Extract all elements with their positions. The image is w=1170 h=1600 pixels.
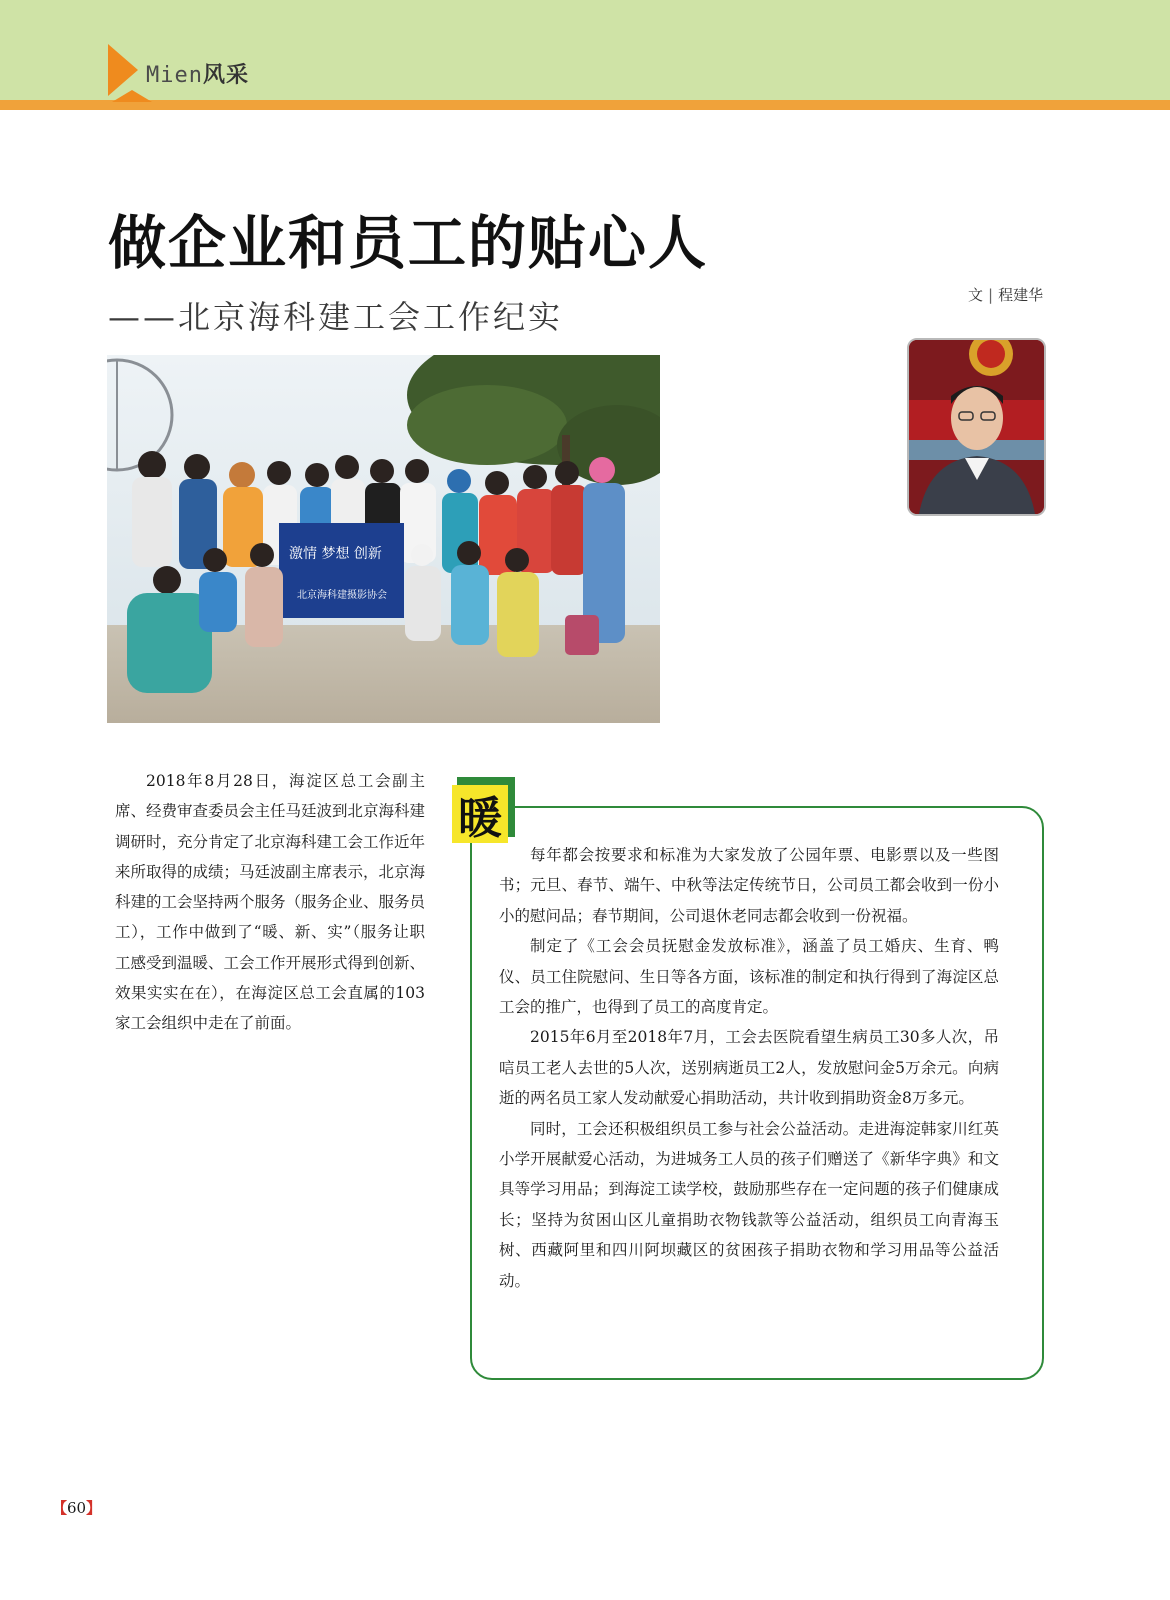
warm-paragraph-1: 每年都会按要求和标准为大家发放了公园年票、电影票以及一些图书；元旦、春节、端午、中秋等法定传统节日，公司员工都会收到一份小小的慰问品；春节期间，公司退休老同志都会收到一份祝福。: [499, 846, 999, 925]
author-portrait-illustration: [909, 340, 1044, 514]
byline-separator: |: [988, 286, 994, 304]
header-notch-icon: [112, 90, 152, 102]
banner-line1: 激情 梦想 创新: [289, 546, 382, 562]
article-title: 做企业和员工的贴心人: [108, 209, 709, 277]
section-label: [146, 58, 249, 89]
byline: [968, 284, 1043, 305]
warm-paragraph-4: 同时，工会还积极组织员工参与社会公益活动。走进海淀韩家川红英小学开展献爱心活动，为进城务工人员的孩子们赠送了《新华字典》和文具等学习用品；到海淀工读学校，鼓励那些存在一定问题的孩子们健康成长；坚持为贫困山区儿童捐助衣物钱款等公益活动，组织员工向青海玉树、西藏阿里和四川阿坝藏区的贫困孩子捐助衣物和学习用品等公益活动。: [499, 1119, 999, 1290]
page-number: [52, 1497, 101, 1518]
byline-prefix: 文: [968, 286, 984, 304]
section-arrow-icon: [108, 44, 138, 96]
section-label-en: Mien: [146, 63, 203, 88]
header-rule: [0, 100, 1170, 110]
warm-paragraph-2: 制定了《工会会员抚慰金发放标准》，涵盖了员工婚庆、生育、鸭仪、员工住院慰问、生日等各方面，该标准的制定和执行得到了海淀区总工会的推广，也得到了员工的高度肯定。: [499, 937, 999, 1017]
page-bracket-close: 】: [86, 1499, 102, 1517]
warm-paragraph-3: 2015年6月至2018年7月，工会去医院看望生病员工30多人次，吊唁员工老人去世的5人次，送别病逝员工2人，发放慰问金5万余元。向病逝的两名员工家人发动献爱心捐助活动，共计收到捐助资金8万多元。: [499, 1028, 999, 1108]
section-label-zh: 风采: [202, 63, 249, 88]
article-subtitle: ——北京海科建工会工作纪实: [108, 298, 564, 336]
group-photo-illustration: [107, 355, 660, 723]
page-number-value: 60: [67, 1499, 87, 1517]
banner-line2: 北京海科建摄影协会: [297, 590, 387, 601]
warm-badge: 暖: [452, 785, 508, 843]
page-bracket-open: 【: [52, 1499, 68, 1517]
intro-paragraph: 2018年8月28日，海淀区总工会副主席、经费审查委员会主任马廷波到北京海科建调研时，充分肯定了北京海科建工会工作近年来所取得的成绩；马廷波副主席表示，北京海科建的工会坚持两个服务（服务企业、服务员工），工作中做到了“暖、新、实”（服务让职工感受到温暖、工会工作开展形式得到创新、效果实实在在），在海淀区总工会直属的103家工会组织中走在了前面。: [115, 772, 426, 1033]
byline-author: 程建华: [998, 286, 1044, 304]
author-portrait: [907, 338, 1046, 516]
warm-section-text: [499, 840, 999, 1296]
group-photo: [107, 355, 660, 723]
